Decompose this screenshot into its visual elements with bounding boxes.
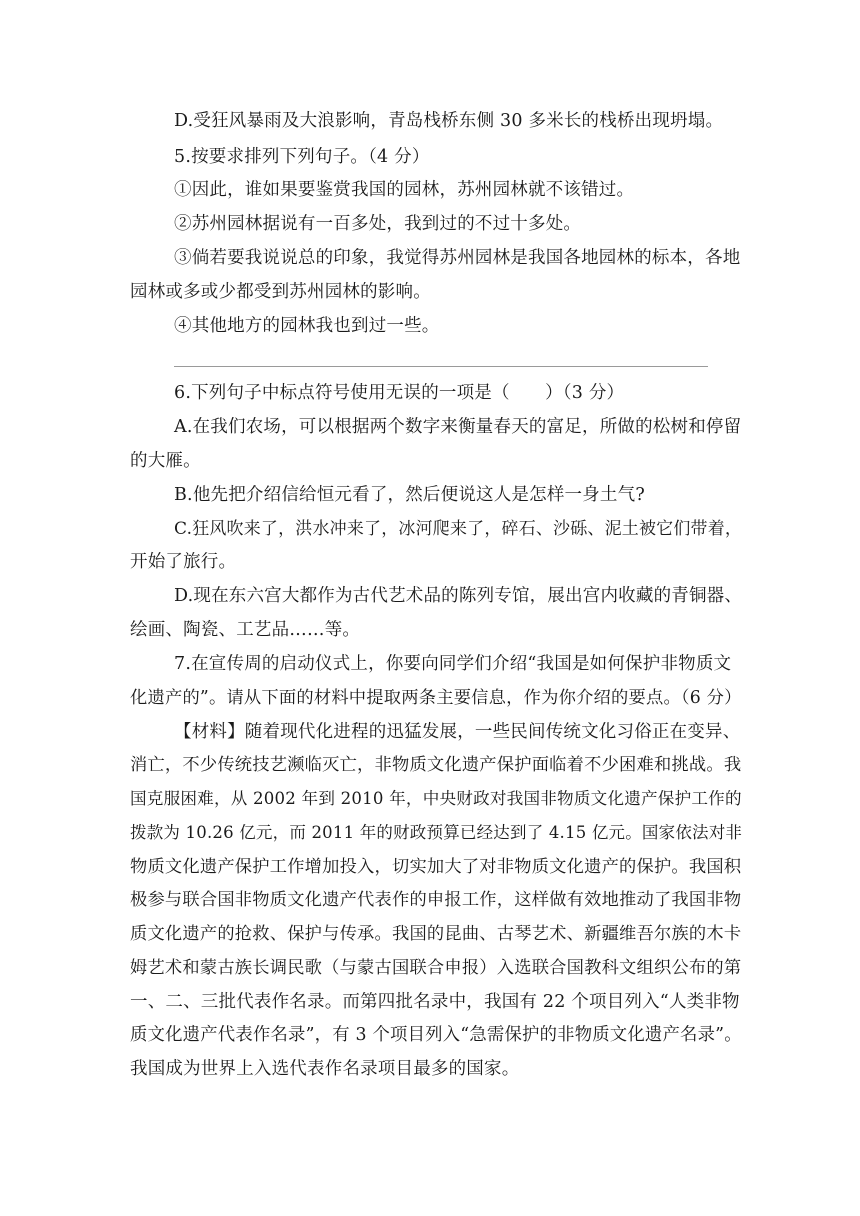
q7-material-line: 姆艺术和蒙古族长调民歌（与蒙古国联合申报）入选联合国教科文组织公布的第 bbox=[130, 958, 742, 978]
q7-material-line: 我国成为世界上入选代表作名录项目最多的国家。 bbox=[130, 1059, 520, 1079]
q7-material-line: 【材料】随着现代化进程的迅猛发展，一些民间传统文化习俗正在变异、 bbox=[174, 722, 741, 742]
q5-sentence-2: ②苏州园林据说有一百多处，我到过的不过十多处。 bbox=[174, 214, 582, 234]
q6-option-c-line-1: C.狂风吹来了，洪水冲来了，冰河爬来了，碎石、沙砾、泥土被它们带着， bbox=[174, 519, 743, 539]
q5-sentence-3-line-1: ③倘若要我说说总的印象，我觉得苏州园林是我国各地园林的标本，各地 bbox=[174, 248, 741, 268]
q7-material-line: 极参与联合国非物质文化遗产代表作的申报工作，这样做有效地推动了我国非物 bbox=[130, 890, 742, 910]
q7-prompt-line-1: 7.在宣传周的启动仪式上，你要向同学们介绍“我国是如何保护非物质文 bbox=[174, 654, 732, 674]
q7-material-line: 国克服困难，从 2002 年到 2010 年，中央财政对我国非物质文化遗产保护工作的 bbox=[130, 789, 742, 808]
q7-material-line: 质文化遗产代表作名录”，有 3 个项目列入“急需保护的非物质文化遗产名录”。 bbox=[130, 1025, 742, 1045]
q5-answer-line[interactable] bbox=[174, 366, 708, 367]
q7-material-line: 拨款为 10.26 亿元，而 2011 年的财政预算已经达到了 4.15 亿元。国家依法对非 bbox=[130, 823, 743, 842]
q6-option-d-line-1: D.现在东六宫大都作为古代艺术品的陈列专馆，展出宫内收藏的青铜器、 bbox=[174, 586, 743, 606]
q6-option-a-line-1: A.在我们农场，可以根据两个数字来衡量春天的富足，所做的松树和停留 bbox=[174, 417, 742, 437]
q6-option-a-line-2: 的大雁。 bbox=[130, 451, 201, 471]
q5-sentence-4: ④其他地方的园林我也到过一些。 bbox=[174, 316, 440, 336]
q7-material-line: 一、二、三批代表作名录。而第四批名录中，我国有 22 个项目列入“人类非物 bbox=[130, 992, 740, 1012]
q5-sentence-3-line-2: 园林或多或少都受到苏州园林的影响。 bbox=[130, 282, 431, 302]
q6-prompt: 6.下列句子中标点符号使用无误的一项是（ ）（3 分） bbox=[174, 383, 625, 403]
q5-sentence-1: ①因此，谁如果要鉴赏我国的园林，苏州园林就不该错过。 bbox=[174, 180, 635, 200]
q5-prompt: 5.按要求排列下列句子。（4 分） bbox=[174, 147, 430, 167]
q7-material-line: 消亡，不少传统技艺濒临灭亡，非物质文化遗产保护面临着不少困难和挑战。我 bbox=[130, 755, 742, 775]
q7-material-line: 物质文化遗产保护工作增加投入，切实加大了对非物质文化遗产的保护。我国积 bbox=[130, 857, 742, 877]
q4-option-d: D.受狂风暴雨及大浪影响，青岛栈桥东侧 30 多米长的栈桥出现坍塌。 bbox=[174, 111, 724, 131]
q6-option-c-line-2: 开始了旅行。 bbox=[130, 552, 237, 572]
q6-option-b: B.他先把介绍信给恒元看了，然后便说这人是怎样一身土气? bbox=[174, 485, 645, 505]
q7-prompt-line-2: 化遗产的”。请从下面的材料中提取两条主要信息，作为你介绍的要点。（6 分） bbox=[130, 688, 742, 708]
q6-option-d-line-2: 绘画、陶瓷、工艺品……等。 bbox=[130, 620, 361, 640]
q7-material-line: 质文化遗产的抢救、保护与传承。我国的昆曲、古琴艺术、新疆维吾尔族的木卡 bbox=[130, 924, 742, 944]
